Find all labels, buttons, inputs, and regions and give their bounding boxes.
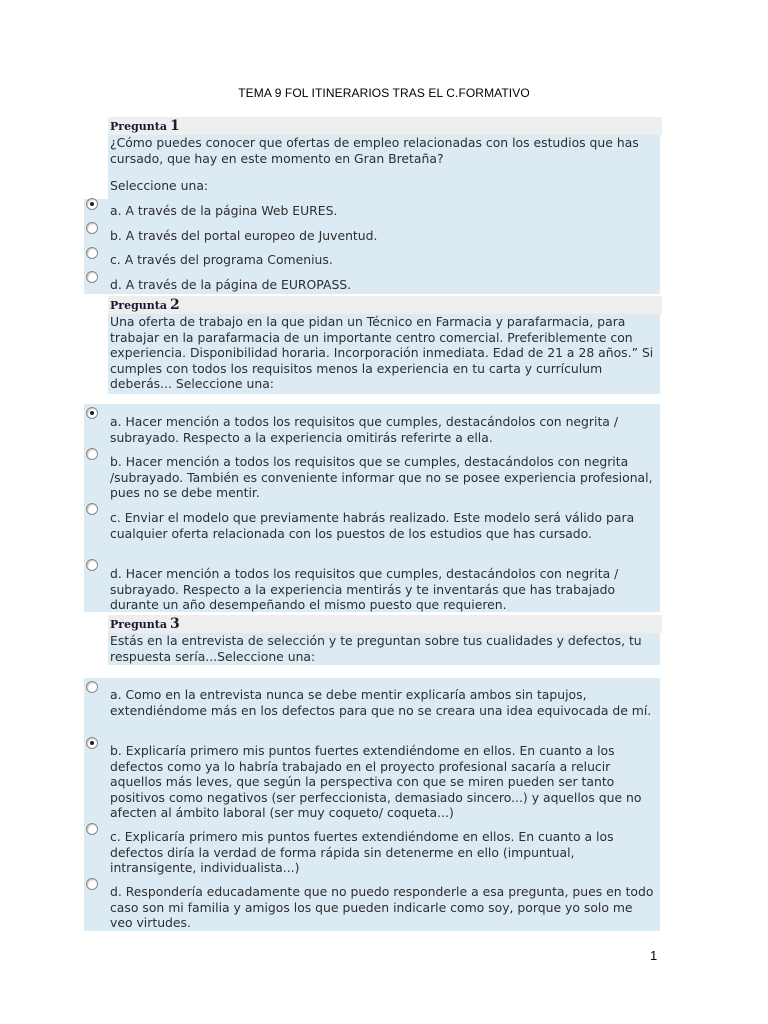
question-number: 1 — [169, 118, 180, 134]
question-number: 3 — [169, 616, 180, 632]
radio-q2-c[interactable] — [86, 503, 98, 515]
question-label: Pregunta — [110, 618, 167, 631]
option-q3-d[interactable]: d. Respondería educadamente que no puedo responderle a esa pregunta, pues en todo caso son mi familia y amigos los que pueden indicarle como soy, porque yo solo me veo virtudes. — [110, 884, 654, 930]
radio-q2-d[interactable] — [86, 559, 98, 571]
question-1-header — [108, 117, 662, 135]
question-3-statement: Estás en la entrevista de selección y te preguntan sobre tus cualidades y defectos, tu respuesta sería...Seleccione una: — [110, 633, 642, 664]
radio-q3-c[interactable] — [86, 823, 98, 835]
radio-q1-a[interactable] — [86, 198, 98, 210]
radio-q3-a[interactable] — [86, 681, 98, 693]
question-label: Pregunta — [110, 299, 167, 312]
radio-q3-d[interactable] — [86, 878, 98, 890]
radio-q1-d[interactable] — [86, 271, 98, 283]
question-label: Pregunta — [110, 120, 167, 133]
option-q2-a[interactable]: a. Hacer mención a todos los requisitos que cumples, destacándolos con negrita / subrayado. Respecto a la experiencia omitirás referirte a ella. — [110, 414, 619, 445]
option-q2-d[interactable]: d. Hacer mención a todos los requisitos que cumples, destacándolos con negrita / subrayado. Respecto a la experiencia mentirás y te inventarás que has trabajado durante un año desempeñando el mismo puesto que requieren. — [110, 566, 619, 612]
option-q1-a[interactable]: a. A través de la página Web EURES. — [110, 203, 338, 218]
option-q1-d[interactable]: d. A través de la página de EUROPASS. — [110, 277, 352, 292]
question-2-statement: Una oferta de trabajo en la que pidan un Técnico en Farmacia y parafarmacia, para trabajar en la parafarmacia de un importante centro comercial. Preferiblemente con experiencia. Disponibilidad horaria. Incorporación inmediata. Edad de 21 a 28 años.” Si cumples con todos los requisitos menos la experiencia en tu carta y currículum deberás... Seleccione una: — [110, 314, 654, 391]
option-q1-b[interactable]: b. A través del portal europeo de Juventud. — [110, 228, 378, 243]
page-number: 1 — [650, 948, 658, 963]
question-1-prompt: Seleccione una: — [110, 178, 209, 193]
question-2-header — [108, 296, 662, 314]
question-number: 2 — [169, 297, 180, 313]
option-q1-c[interactable]: c. A través del programa Comenius. — [110, 252, 333, 267]
option-q2-c[interactable]: c. Enviar el modelo que previamente habrás realizado. Este modelo será válido para cualquier oferta relacionada con los puestos de los estudios que has cursado. — [110, 510, 635, 541]
radio-q1-c[interactable] — [86, 247, 98, 259]
radio-q2-b[interactable] — [86, 448, 98, 460]
option-q3-a[interactable]: a. Como en la entrevista nunca se debe mentir explicaría ambos sin tapujos, extendiéndome más en los defectos para que no se creara una idea equivocada de mí. — [110, 687, 652, 718]
question-1-statement: ¿Cómo puedes conocer que ofertas de empleo relacionadas con los estudios que has cursado, que hay en este momento en Gran Bretaña? — [110, 135, 639, 166]
question-3-text — [108, 633, 660, 665]
radio-q1-b[interactable] — [86, 222, 98, 234]
option-q3-b[interactable]: b. Explicaría primero mis puntos fuertes extendiéndome en ellos. En cuanto a los defectos como ya lo habría trabajado en el proyecto profesional sacaría a relucir aquellos más leves, que según la perspectiva con que se miren pueden ser tanto positivos como negativos (ser perfeccionista, demasiado sincero...) y aquellos que no afecten al ámbito laboral (ser muy coqueto/ coqueta...) — [110, 743, 642, 820]
question-3-header — [108, 615, 662, 633]
page-title: TEMA 9 FOL ITINERARIOS TRAS EL C.FORMATIVO — [238, 86, 530, 100]
radio-q2-a[interactable] — [86, 407, 98, 419]
option-q3-c[interactable]: c. Explicaría primero mis puntos fuertes extendiéndome en ellos. En cuanto a los defectos diría la verdad de forma rápida sin detenerme en ello (impuntual, intransigente, individualista...) — [110, 829, 614, 875]
question-1-text — [108, 135, 660, 199]
question-2-text — [108, 314, 660, 394]
option-q2-b[interactable]: b. Hacer mención a todos los requisitos que se cumples, destacándolos con negrita /subrayado. También es conveniente informar que no se posee experiencia profesional, pues no se debe mentir. — [110, 454, 653, 500]
radio-q3-b[interactable] — [86, 737, 98, 749]
